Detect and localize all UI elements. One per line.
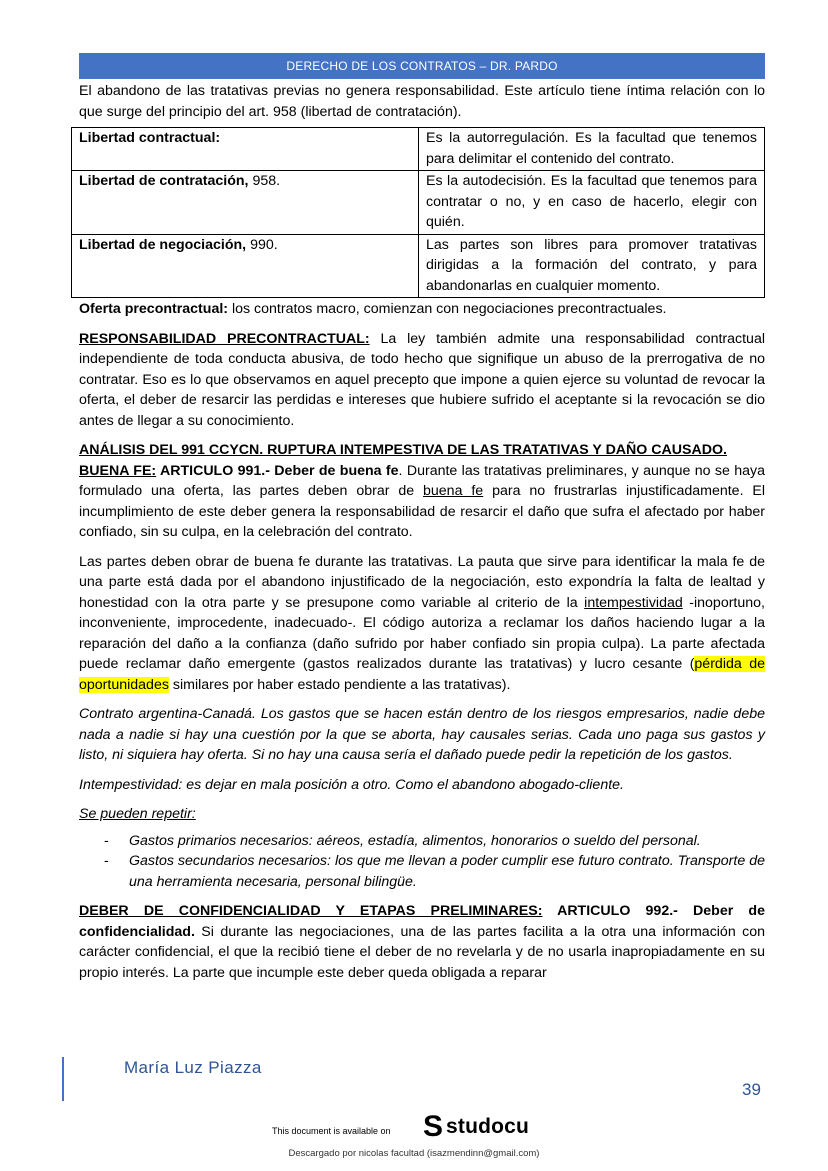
table-cell-term: Libertad de contratación, 958. bbox=[72, 171, 419, 235]
footer-divider bbox=[62, 1057, 64, 1101]
table-cell-term: Libertad de negociación, 990. bbox=[72, 234, 419, 298]
responsabilidad-paragraph: RESPONSABILIDAD PRECONTRACTUAL: La ley también admite una responsabilidad contractual independiente de toda conducta abusiva, de todo hecho que signifique un abuso de la prerrogativa de no contratar. Eso es lo que observamos en aquel precepto que impone a quien ejerce su voluntad de revocar la oferta, el deber de resarcir las perdidas e intereses que hubiere sufrido el aceptante si la revocación se dio antes de llegar a su conocimiento. bbox=[79, 330, 765, 429]
table-row bbox=[72, 128, 765, 171]
table-cell-desc: Es la autodecisión. Es la facultad que tenemos para contratar o no, y en caso de hacerlo, elegir con quién. bbox=[419, 171, 765, 235]
table-row bbox=[72, 171, 765, 235]
table-cell-desc: Es la autorregulación. Es la facultad que tenemos para delimitar el contenido del contrato. bbox=[419, 128, 765, 171]
downloaded-by-text: Descargado por nicolas facultad (isazmendinn@gmail.com) bbox=[288, 1148, 540, 1159]
studocu-brand: studocu bbox=[446, 1115, 530, 1138]
buena-fe-paragraph: BUENA FE: ARTICULO 991.- Deber de buena fe. Durante las tratativas preliminares, y aunque no se haya formulado una oferta, las partes deben obrar de buena fe para no frustrarlas injustificadamente. El incumplimiento de este deber genera la responsabilidad de resarcir el daño que sufra el afectado por haber confiado, sin su culpa, en la celebración del contrato. bbox=[79, 462, 766, 540]
list-item: - Gastos primarios necesarios: aéreos, estadía, alimentos, honorarios o sueldo del personal. bbox=[129, 831, 765, 852]
available-text: This document is available on bbox=[272, 1126, 391, 1136]
intempestividad-paragraph: Intempestividad: es dejar en mala posición a otro. Como el abandono abogado-cliente. bbox=[79, 776, 624, 793]
deber-paragraph: DEBER DE CONFIDENCIALIDAD Y ETAPAS PRELIMINARES: ARTICULO 992.- Deber de confidencialidad. Si durante las negociaciones, una de las partes facilita a la otra una información con carácter confidencial, el que la recibió tiene el deber de no revelarla y de no usarla inapropiadamente en su propio interés. La parte que incumple este deber queda obligada a reparar bbox=[79, 903, 765, 981]
contrato-paragraph: Contrato argentina-Canadá. Los gastos que se hacen están dentro de los riesgos empresarios, nadie debe nada a nadie si hay una cuestión por la que se aborta, hay causales serias. Cada uno paga sus gastos y listo, ni siquiera hay oferta. Si no hay una causa sería el dañado puede pedir la repetición de los gastos. bbox=[79, 706, 765, 763]
header-bar: DERECHO DE LOS CONTRATOS – DR. PARDO bbox=[79, 53, 765, 79]
partes-paragraph: Las partes deben obrar de buena fe durante las tratativas. La pauta que sirve para identificar la mala fe de una parte está dada por el abandono injustificado de la negociación, esto expondría la falta de lealtad y honestidad con la otra parte y se presupone como variable al criterio de la intempestividad -inoportuno, inconveniente, improcedente, inadecuado-. El código autoriza a reclamar los daños haciendo lugar a la reparación del daño a la confianza (daño sufrido por haber confiado sin propia culpa). La parte afectada puede reclamar daño emergente (gastos realizados durante las tratativas) y lucro cesante (pérdida de oportunidades similares por haber estado pendiente a las tratativas). bbox=[79, 553, 765, 693]
document-page bbox=[79, 53, 765, 983]
highlighted-text: pérdida de oportunidades bbox=[79, 656, 765, 693]
oferta-paragraph: Oferta precontractual: los contratos macro, comienzan con negociaciones precontractuales. bbox=[79, 301, 667, 317]
studocu-logo-icon: S bbox=[423, 1110, 444, 1143]
analisis-heading: ANÁLISIS DEL 991 CCYCN. RUPTURA INTEMPESTIVA DE LAS TRATATIVAS Y DAÑO CAUSADO. bbox=[79, 442, 727, 458]
table-cell-term: Libertad contractual: bbox=[72, 128, 419, 171]
table-cell-desc: Las partes son libres para promover tratativas dirigidas a la formación del contrato, y para abandonarlas en cualquier momento. bbox=[419, 234, 765, 298]
gastos-list bbox=[79, 831, 765, 893]
repetir-heading: Se pueden repetir: bbox=[79, 806, 196, 822]
page-number: 39 bbox=[742, 1080, 761, 1099]
table-row bbox=[72, 234, 765, 298]
intro-paragraph: El abandono de las tratativas previas no genera responsabilidad. Este artículo tiene íntima relación con lo que surge del principio del art. 958 (libertad de contratación). bbox=[79, 83, 765, 120]
author-name: María Luz Piazza bbox=[124, 1058, 262, 1077]
list-item: - Gastos secundarios necesarios: los que me llevan a poder cumplir ese futuro contrato. Transporte de una herramienta necesaria, personal bilingüe. bbox=[129, 851, 765, 892]
libertad-table bbox=[71, 127, 765, 298]
studocu-logo[interactable] bbox=[423, 1112, 529, 1142]
